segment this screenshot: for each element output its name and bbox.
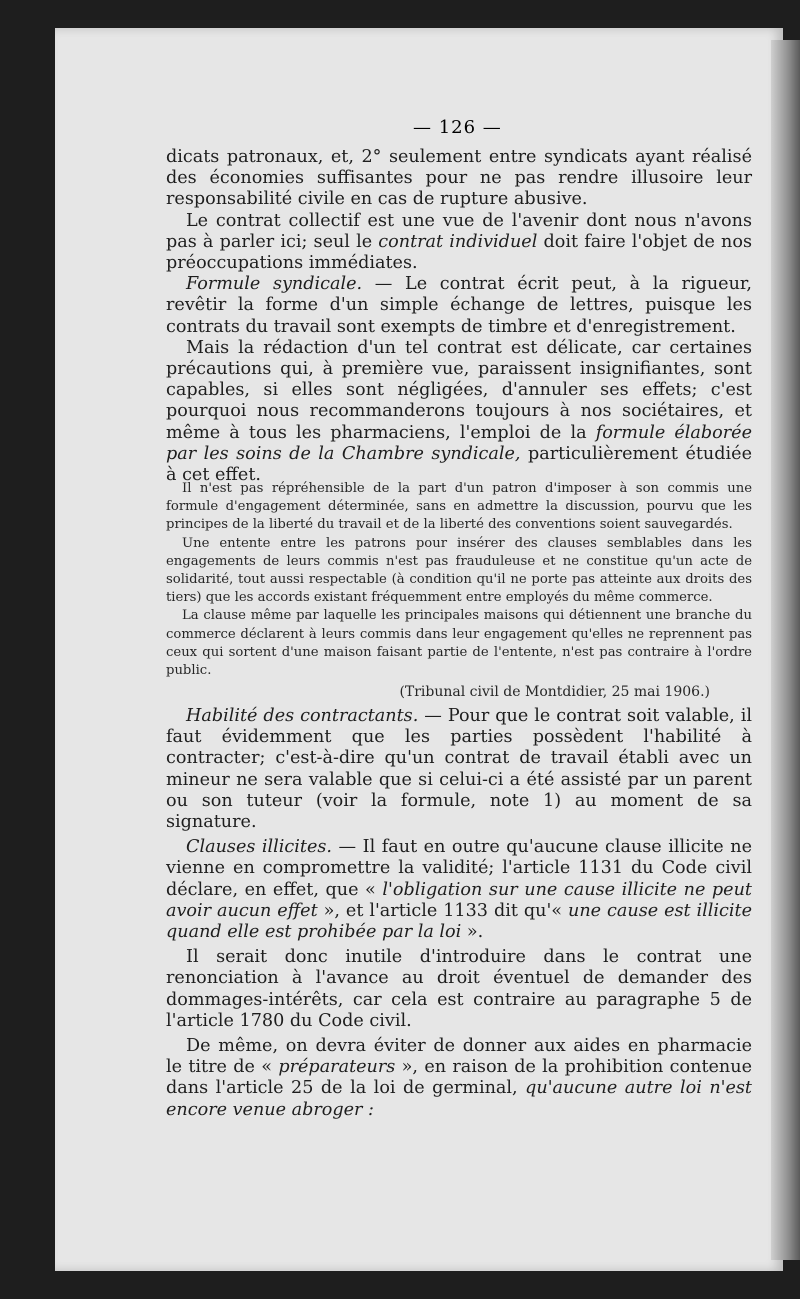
paragraph: Le contrat collectif est une vue de l'avenir dont nous n'avons pas à parler ici; seul le contrat individuel doit faire l'objet de nos préoccupations immédiates. (166, 210, 752, 274)
body-text-top (166, 147, 752, 486)
paragraph: De même, on devra éviter de donner aux aides en pharmacie le titre de « préparateurs », en raison de la prohibition contenue dans l'article 25 de la loi de germinal, qu'aucune autre loi n'est encore venue abroger : (166, 1036, 752, 1120)
note-paragraph: Il n'est pas répréhensible de la part d'un patron d'imposer à son commis une formule d'engagement déterminée, sans en admettre la discussion, pourvu que les principes de la liberté du travail et de la liberté des conventions soient sauvegardés. (166, 481, 752, 533)
paragraph: Mais la rédaction d'un tel contrat est délicate, car certaines précautions qui, à première vue, paraissent insignifiantes, sont capables, si elles sont négligées, d'annuler ses effets; c'est pourquoi nous recommanderons toujours à nos sociétaires, et même à tous les pharmaciens, l'emploi de la formule élaborée par les soins de la Chambre syndicale, particulièrement étudiée à cet effet. (166, 337, 752, 486)
paragraph: Formule syndicale. — Le contrat écrit peut, à la rigueur, revêtir la forme d'un simple échange de lettres, puisque les contrats du travail sont exempts de timbre et d'enregistrement. (166, 274, 752, 337)
paragraph: dicats patronaux, et, 2° seulement entre syndicats ayant réalisé des économies suffisantes pour ne pas rendre illusoire leur responsabilité civile en cas de rupture abusive. (166, 147, 752, 210)
paragraph: Clauses illicites. — Il faut en outre qu'aucune clause illicite ne vienne en compromettre la validité; l'article 1131 du Code civil déclare, en effet, que « l'obligation sur une cause illicite ne peut avoir aucun effet », et l'article 1133 dit qu'« une cause est illicite quand elle est prohibée par la loi ». (166, 837, 753, 943)
paragraph: Habilité des contractants. — Pour que le contrat soit valable, il faut évidemment que les parties possèdent l'habilité à contracter; c'est-à-dire qu'un contrat de travail établi avec un mineur ne sera valable que si celui-ci a été assisté par un parent ou son tuteur (voir la formule, note 1) au moment de sa signature. (166, 706, 752, 833)
note-paragraph: Une entente entre les patrons pour insérer des clauses semblables dans les engagements de leurs commis n'est pas frauduleuse et ne constitue qu'un acte de solidarité, tout aussi respectable (à condition qu'il ne porte pas atteinte aux droits des tiers) que les accords existant fréquemment entre employés du même commerce. (166, 535, 752, 606)
body-text-bottom (166, 706, 752, 1121)
note-paragraph: La clause même par laquelle les principales maisons qui détiennent une branche du commerce déclarent à leurs commis dans leur engagement qu'elles ne reprennent pas ceux qui sortent d'une maison faisant partie de l'entente, n'est pas contraire à l'ordre public. (166, 608, 752, 679)
page-edge (771, 40, 800, 1260)
note-source: (Tribunal civil de Montdidier, 25 mai 1906.) (399, 684, 710, 701)
legal-note (166, 480, 752, 701)
page-number: — 126 — (413, 117, 502, 138)
paragraph: Il serait donc inutile d'introduire dans le contrat une renonciation à l'avance au droit éventuel de demander des dommages-intérêts, car cela est contraire au paragraphe 5 de l'article 1780 du Code civil. (166, 947, 752, 1031)
